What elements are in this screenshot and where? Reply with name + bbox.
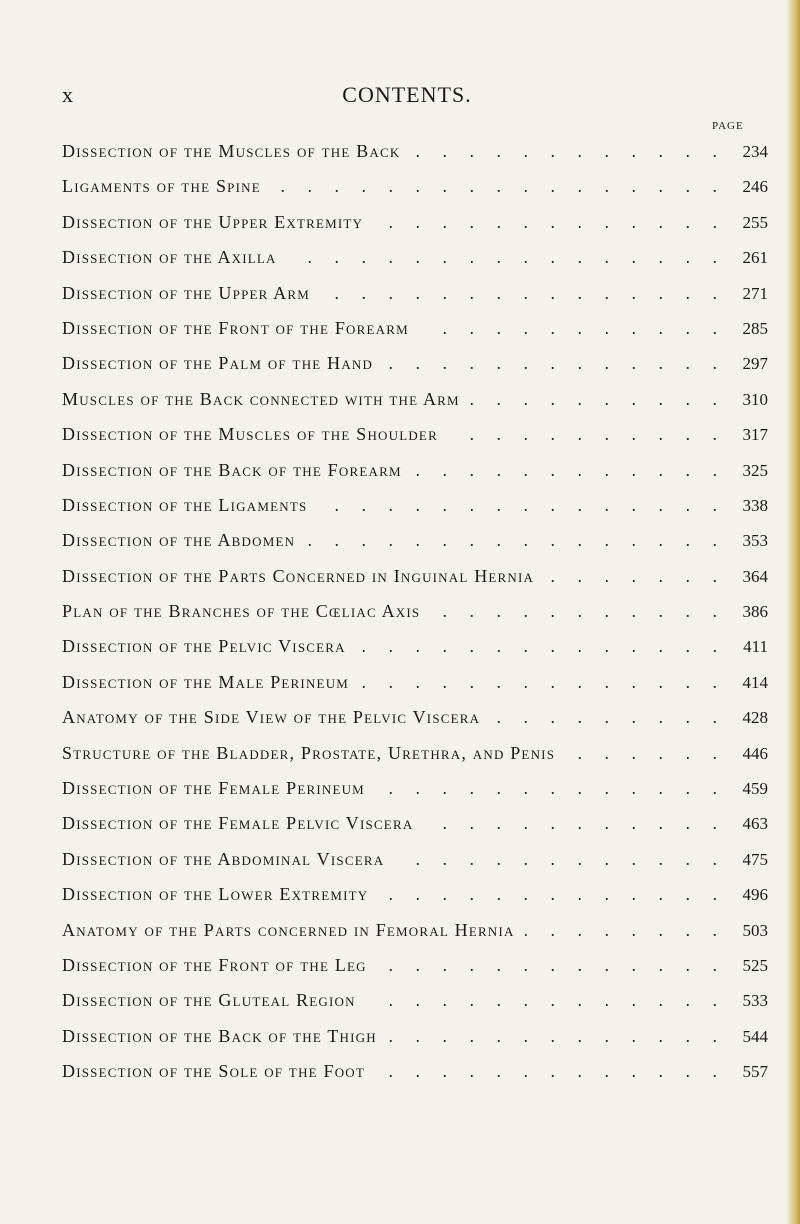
toc-dot-leader [565,736,726,771]
toc-dot-leader [287,240,726,275]
toc-dot-leader [359,665,726,700]
toc-dot-leader [305,523,726,558]
toc-entry-page: 285 [742,318,768,338]
toc-entry-title: Dissection of the Lower Extremity [62,884,369,905]
toc-dot-leader [412,453,726,488]
toc-entry-title: Dissection of the Back of the Forearm [62,459,402,480]
toc-entry-title: Plan of the Branches of the Cœliac Axis [62,601,421,622]
toc-entry-title: Dissection of the Axilla [62,247,277,268]
toc-entry [62,276,768,311]
toc-dot-leader [356,629,726,664]
toc-entry-title: Dissection of the Abdomen [62,530,296,551]
toc-entry-title: Dissection of the Front of the Leg [62,954,367,975]
toc-entry-title: Dissection of the Muscles of the Shoulder [62,424,438,445]
toc-dot-leader [366,983,726,1018]
toc-dot-leader [419,311,726,346]
toc-entry-page: 271 [742,283,768,303]
table-of-contents [62,134,768,1090]
toc-entry-title: Ligaments of the Spine [62,176,261,197]
toc-entry-title: Dissection of the Male Perineum [62,671,350,692]
toc-entry [62,629,768,664]
toc-dot-leader [320,276,726,311]
toc-entry-title: Dissection of the Muscles of the Back [62,141,401,161]
toc-entry-title: Dissection of the Parts Concerned in Inguinal Hernia [62,565,535,586]
toc-entry-page: 557 [742,1062,768,1082]
toc-dot-leader [377,948,726,983]
toc-entry [62,205,768,240]
toc-entry-page: 297 [742,354,768,374]
toc-entry [62,842,768,877]
toc-entry-page: 411 [743,637,768,657]
toc-entry [62,665,768,700]
toc-entry-title: Dissection of the Pelvic Viscera [62,636,346,657]
toc-entry-page: 446 [742,743,768,763]
toc-entry-page: 353 [742,531,768,551]
toc-entry-page: 364 [742,566,768,586]
toc-entry [62,134,768,169]
toc-dot-leader [544,559,726,594]
toc-dot-leader [375,1054,726,1089]
page-title: CONTENTS. [342,82,472,107]
toc-dot-leader [490,700,726,735]
toc-entry [62,559,768,594]
toc-dot-leader [373,205,726,240]
toc-entry-title: Dissection of the Female Pelvic Viscera [62,813,414,834]
toc-entry [62,877,768,912]
toc-entry-title: Dissection of the Upper Extremity [62,211,364,232]
toc-entry [62,594,768,629]
toc-entry [62,700,768,735]
toc-entry-page: 544 [742,1026,768,1046]
toc-entry-title: Dissection of the Back of the Thigh [62,1025,377,1046]
toc-entry-title: Dissection of the Female Perineum [62,778,365,799]
toc-dot-leader [317,488,726,523]
toc-entry-page: 533 [742,991,768,1011]
toc-entry-title: Dissection of the Gluteal Region [62,990,356,1011]
toc-entry [62,453,768,488]
toc-dot-leader [423,806,726,841]
toc-entry [62,169,768,204]
toc-entry-page: 475 [742,849,768,869]
toc-entry-page: 255 [742,212,768,232]
toc-entry-page: 234 [742,142,768,161]
toc-dot-leader [394,842,726,877]
toc-entry [62,417,768,452]
toc-entry-page: 496 [742,885,768,905]
toc-dot-leader [525,913,726,948]
toc-dot-leader [410,134,726,169]
toc-entry [62,913,768,948]
toc-entry-page: 525 [742,955,768,975]
toc-entry-page: 310 [742,389,768,409]
toc-entry-page: 386 [742,602,768,622]
toc-dot-leader [383,346,726,381]
toc-entry-title: Dissection of the Sole of the Foot [62,1061,366,1082]
page-edge [786,0,800,1224]
toc-entry [62,488,768,523]
toc-entry-page: 414 [742,672,768,692]
toc-dot-leader [375,771,726,806]
toc-entry-title: Anatomy of the Parts concerned in Femoral Hernia [62,919,515,940]
toc-entry-title: Dissection of the Palm of the Hand [62,353,374,374]
toc-entry [62,523,768,558]
toc-entry [62,948,768,983]
toc-entry-title: Anatomy of the Side View of the Pelvic Viscera [62,707,481,728]
toc-entry-title: Dissection of the Abdominal Viscera [62,848,385,869]
toc-entry-page: 246 [742,177,768,197]
toc-entry-title: Dissection of the Upper Arm [62,282,311,303]
toc-entry [62,1054,768,1089]
toc-dot-leader [387,1019,726,1054]
toc-entry-page: 338 [742,495,768,515]
toc-entry-title: Dissection of the Front of the Forearm [62,317,409,338]
toc-entry [62,346,768,381]
toc-entry [62,311,768,346]
toc-entry-page: 428 [742,708,768,728]
toc-entry-title: Structure of the Bladder, Prostate, Urethra, and Penis [62,742,556,763]
toc-entry [62,806,768,841]
toc-dot-leader [430,594,726,629]
page-column-label: PAGE [712,120,744,132]
toc-entry-page: 459 [742,779,768,799]
toc-entry-page: 317 [742,425,768,445]
toc-entry-page: 463 [742,814,768,834]
toc-dot-leader [271,169,726,204]
folio-number: x [62,82,73,107]
toc-dot-leader [378,877,726,912]
toc-entry [62,983,768,1018]
toc-entry [62,382,768,417]
toc-entry-title: Muscles of the Back connected with the Arm [62,388,460,409]
toc-entry-page: 325 [742,460,768,480]
toc-entry-page: 261 [742,248,768,268]
toc-entry [62,1019,768,1054]
toc-entry [62,771,768,806]
toc-dot-leader [448,417,726,452]
page-header [62,82,752,112]
toc-dot-leader [470,382,726,417]
toc-entry-page: 503 [742,920,768,940]
toc-entry [62,240,768,275]
toc-entry [62,736,768,771]
toc-entry-title: Dissection of the Ligaments [62,494,308,515]
